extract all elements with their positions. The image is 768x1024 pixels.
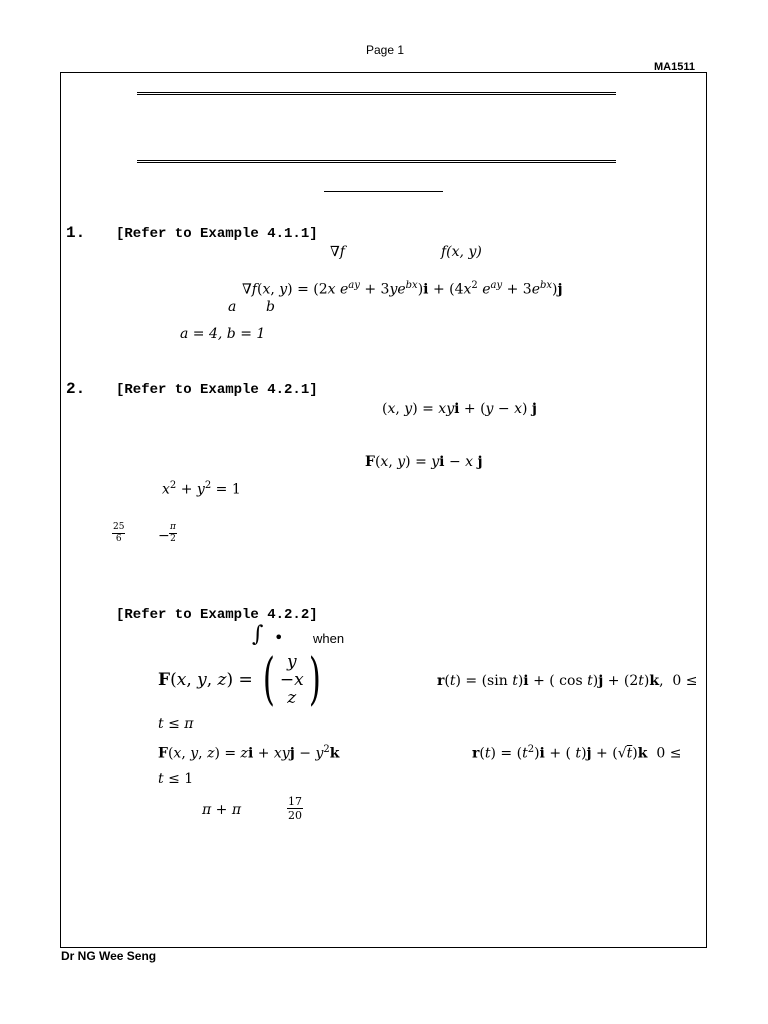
q1-number: 1. [66, 224, 86, 242]
q2-number: 2. [66, 380, 86, 398]
title-rule-top [137, 92, 616, 95]
vector-component-2: −x [279, 670, 304, 690]
vector-component-1: y [286, 652, 297, 672]
q3-field-a-lhs: F(x, y, z) = [158, 670, 253, 690]
q2-curve: $x^2 + y^2 = 1$ [162, 480, 241, 498]
q2-answer-2-denominator: 2 [170, 534, 176, 544]
q2-field-2: F(x, y) = yi − x j [365, 454, 483, 470]
q2-answer-1-denominator: 6 [115, 534, 122, 544]
q3-path-b-cont: t ≤ 1 [158, 771, 194, 787]
q1-param-b: b [266, 299, 275, 315]
q2-reference: [Refer to Example 4.2.1] [116, 382, 318, 398]
q1-reference: [Refer to Example 4.1.1] [116, 226, 318, 242]
integral-symbol: ∫ [252, 622, 264, 647]
subtitle-underline [324, 191, 443, 192]
q2-answer-2-numerator: π [170, 522, 176, 532]
q2-field-1: (x, y) = xyi + (y − x) j [382, 401, 537, 417]
q1-answer: a = 4, b = 1 [180, 326, 266, 342]
q3-answer-b-denominator: 20 [288, 809, 302, 822]
q3-answer-b-numerator: 17 [288, 795, 302, 808]
q3-answer-b [287, 795, 303, 822]
q2-answer-1-numerator: 25 [113, 522, 125, 532]
course-code: MA1511 [654, 61, 695, 73]
q3-field-a-vector: ( y −x z ) [262, 647, 321, 712]
q1-function: f(x, y) [441, 244, 482, 260]
dot-symbol: • [274, 628, 284, 647]
page-label: Page 1 [366, 43, 405, 57]
q1-grad-symbol: ∇f [330, 244, 345, 260]
q3-path-a: r(t) = (sin t)i + ( cos t)j + (2t)k, 0 ≤ [437, 673, 698, 689]
q1-param-a: a [228, 299, 237, 315]
when-label: when [313, 631, 345, 646]
q3-reference: [Refer to Example 4.2.2] [116, 607, 318, 623]
q3-path-b: $r(t) = (t^2)i$ + ( t)j + (√t)k 0 ≤ [472, 744, 682, 762]
q3-path-a-cont: t ≤ π [158, 716, 194, 732]
q1-gradient-equation: ∇f(x, y) = (2x $e^{ay} + 3ye^{bx})i + (4x^2$ $e^{ay} + 3e^{bx})j$ [242, 280, 563, 298]
vector-component-3: z [287, 688, 297, 708]
q3-field-b: F(x, y, z) = zi + xyj − $y^2k$ [158, 744, 340, 762]
q2-answer-2-sign: − [158, 528, 170, 544]
q3-answer-a: π + π [202, 802, 242, 818]
title-rule-bottom [137, 160, 616, 163]
page-frame [60, 72, 707, 948]
footer-author: Dr NG Wee Seng [61, 949, 157, 963]
q2-answer-1 [112, 522, 125, 545]
q2-answer-2 [169, 522, 177, 545]
